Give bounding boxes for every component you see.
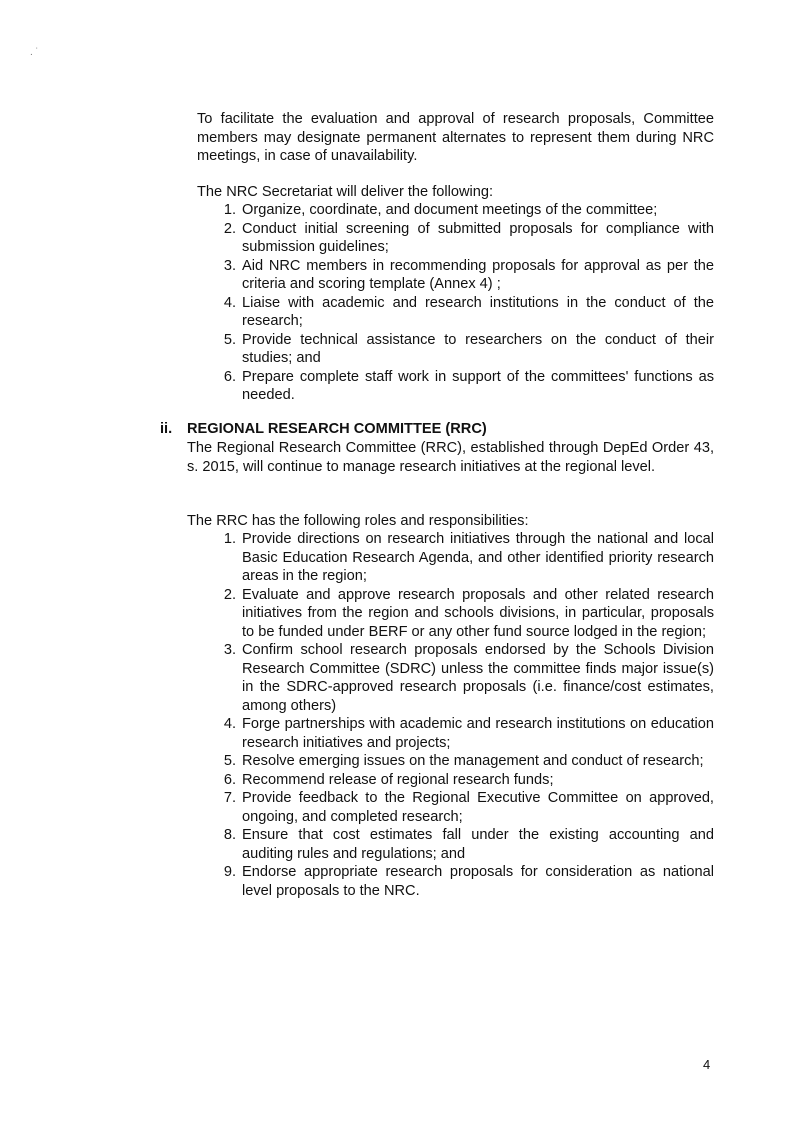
list-number: 4.: [223, 294, 236, 311]
list-text: Liaise with academic and research institutions in the conduct of the research;: [242, 294, 714, 329]
list-number: 5.: [223, 753, 236, 769]
list-number: 3.: [223, 642, 236, 658]
list-item: [216, 863, 714, 900]
secretariat-list: [216, 201, 714, 405]
list-text: Endorse appropriate research proposals for consideration as national level proposals to the NRC.: [242, 864, 714, 899]
list-item: [216, 220, 714, 257]
list-number: 8.: [223, 827, 236, 843]
list-text: Recommend release of regional research funds;: [242, 771, 554, 788]
section-intro: The Regional Research Committee (RRC), established through DepEd Order 43, s. 2015, will continue to manage research initiatives at the regional level.: [187, 440, 714, 475]
list-number: 9.: [223, 864, 236, 880]
list-item: [216, 257, 714, 294]
list-text: Forge partnerships with academic and research institutions on education research initiatives and projects;: [242, 716, 714, 751]
list-text: Organize, coordinate, and document meetings of the committee;: [242, 202, 658, 218]
section-heading: REGIONAL RESEARCH COMMITTEE (RRC): [187, 421, 487, 437]
list-item: [216, 826, 714, 863]
list-item: [216, 586, 714, 642]
list-item: [216, 641, 714, 715]
list-number: 2.: [223, 586, 236, 603]
secretariat-lead: The NRC Secretariat will deliver the following:: [197, 184, 494, 200]
list-text: Prepare complete staff work in support of the committees' functions as needed.: [242, 368, 714, 403]
list-number: 4.: [223, 716, 236, 732]
list-item: [216, 294, 714, 331]
list-number: 7.: [223, 790, 236, 806]
list-number: 2.: [223, 220, 236, 237]
list-item: [216, 530, 714, 586]
list-text: Provide feedback to the Regional Executive Committee on approved, ongoing, and completed research;: [242, 790, 714, 825]
list-number: 6.: [223, 771, 236, 788]
list-item: [216, 715, 714, 752]
list-number: 3.: [223, 257, 236, 274]
list-text: Resolve emerging issues on the management and conduct of research;: [242, 753, 704, 769]
section-numeral: ii.: [160, 421, 173, 437]
list-item: [216, 789, 714, 826]
list-item: [216, 368, 714, 405]
list-text: Ensure that cost estimates fall under the existing accounting and auditing rules and regulations; and: [242, 827, 714, 862]
list-text: Aid NRC members in recommending proposals for approval as per the criteria and scoring template (Annex 4) ;: [242, 257, 714, 292]
list-number: 5.: [223, 331, 236, 348]
list-text: Conduct initial screening of submitted proposals for compliance with submission guidelines;: [242, 220, 714, 255]
roles-lead: The RRC has the following roles and responsibilities:: [187, 513, 529, 529]
list-item: [216, 201, 714, 220]
page-number: 4: [703, 1057, 711, 1072]
list-number: 1.: [223, 202, 236, 218]
list-item: [216, 331, 714, 368]
list-text: Provide technical assistance to researchers on the conduct of their studies; and: [242, 331, 714, 366]
list-text: Confirm school research proposals endorsed by the Schools Division Research Committee (SDRC) unless the committee finds major issue(s) in the SDRC-approved research proposals (i.e. finance/cost estimates, among others): [242, 642, 714, 714]
list-text: Provide directions on research initiatives through the national and local Basic Education Research Agenda, and other identified priority research areas in the region;: [242, 531, 714, 584]
scan-specks: . ˙: [30, 47, 39, 58]
list-item: [216, 771, 714, 790]
list-text: Evaluate and approve research proposals and other related research initiatives from the region and schools divisions, in particular, proposals to be funded under BERF or any other fund source lodged in the region;: [242, 586, 714, 640]
intro-paragraph: To facilitate the evaluation and approval of research proposals, Committee members may designate permanent alternates to represent them during NRC meetings, in case of unavailability.: [197, 111, 714, 164]
list-number: 1.: [223, 531, 236, 547]
list-item: [216, 752, 714, 771]
list-number: 6.: [223, 368, 236, 385]
roles-list: [216, 530, 714, 900]
